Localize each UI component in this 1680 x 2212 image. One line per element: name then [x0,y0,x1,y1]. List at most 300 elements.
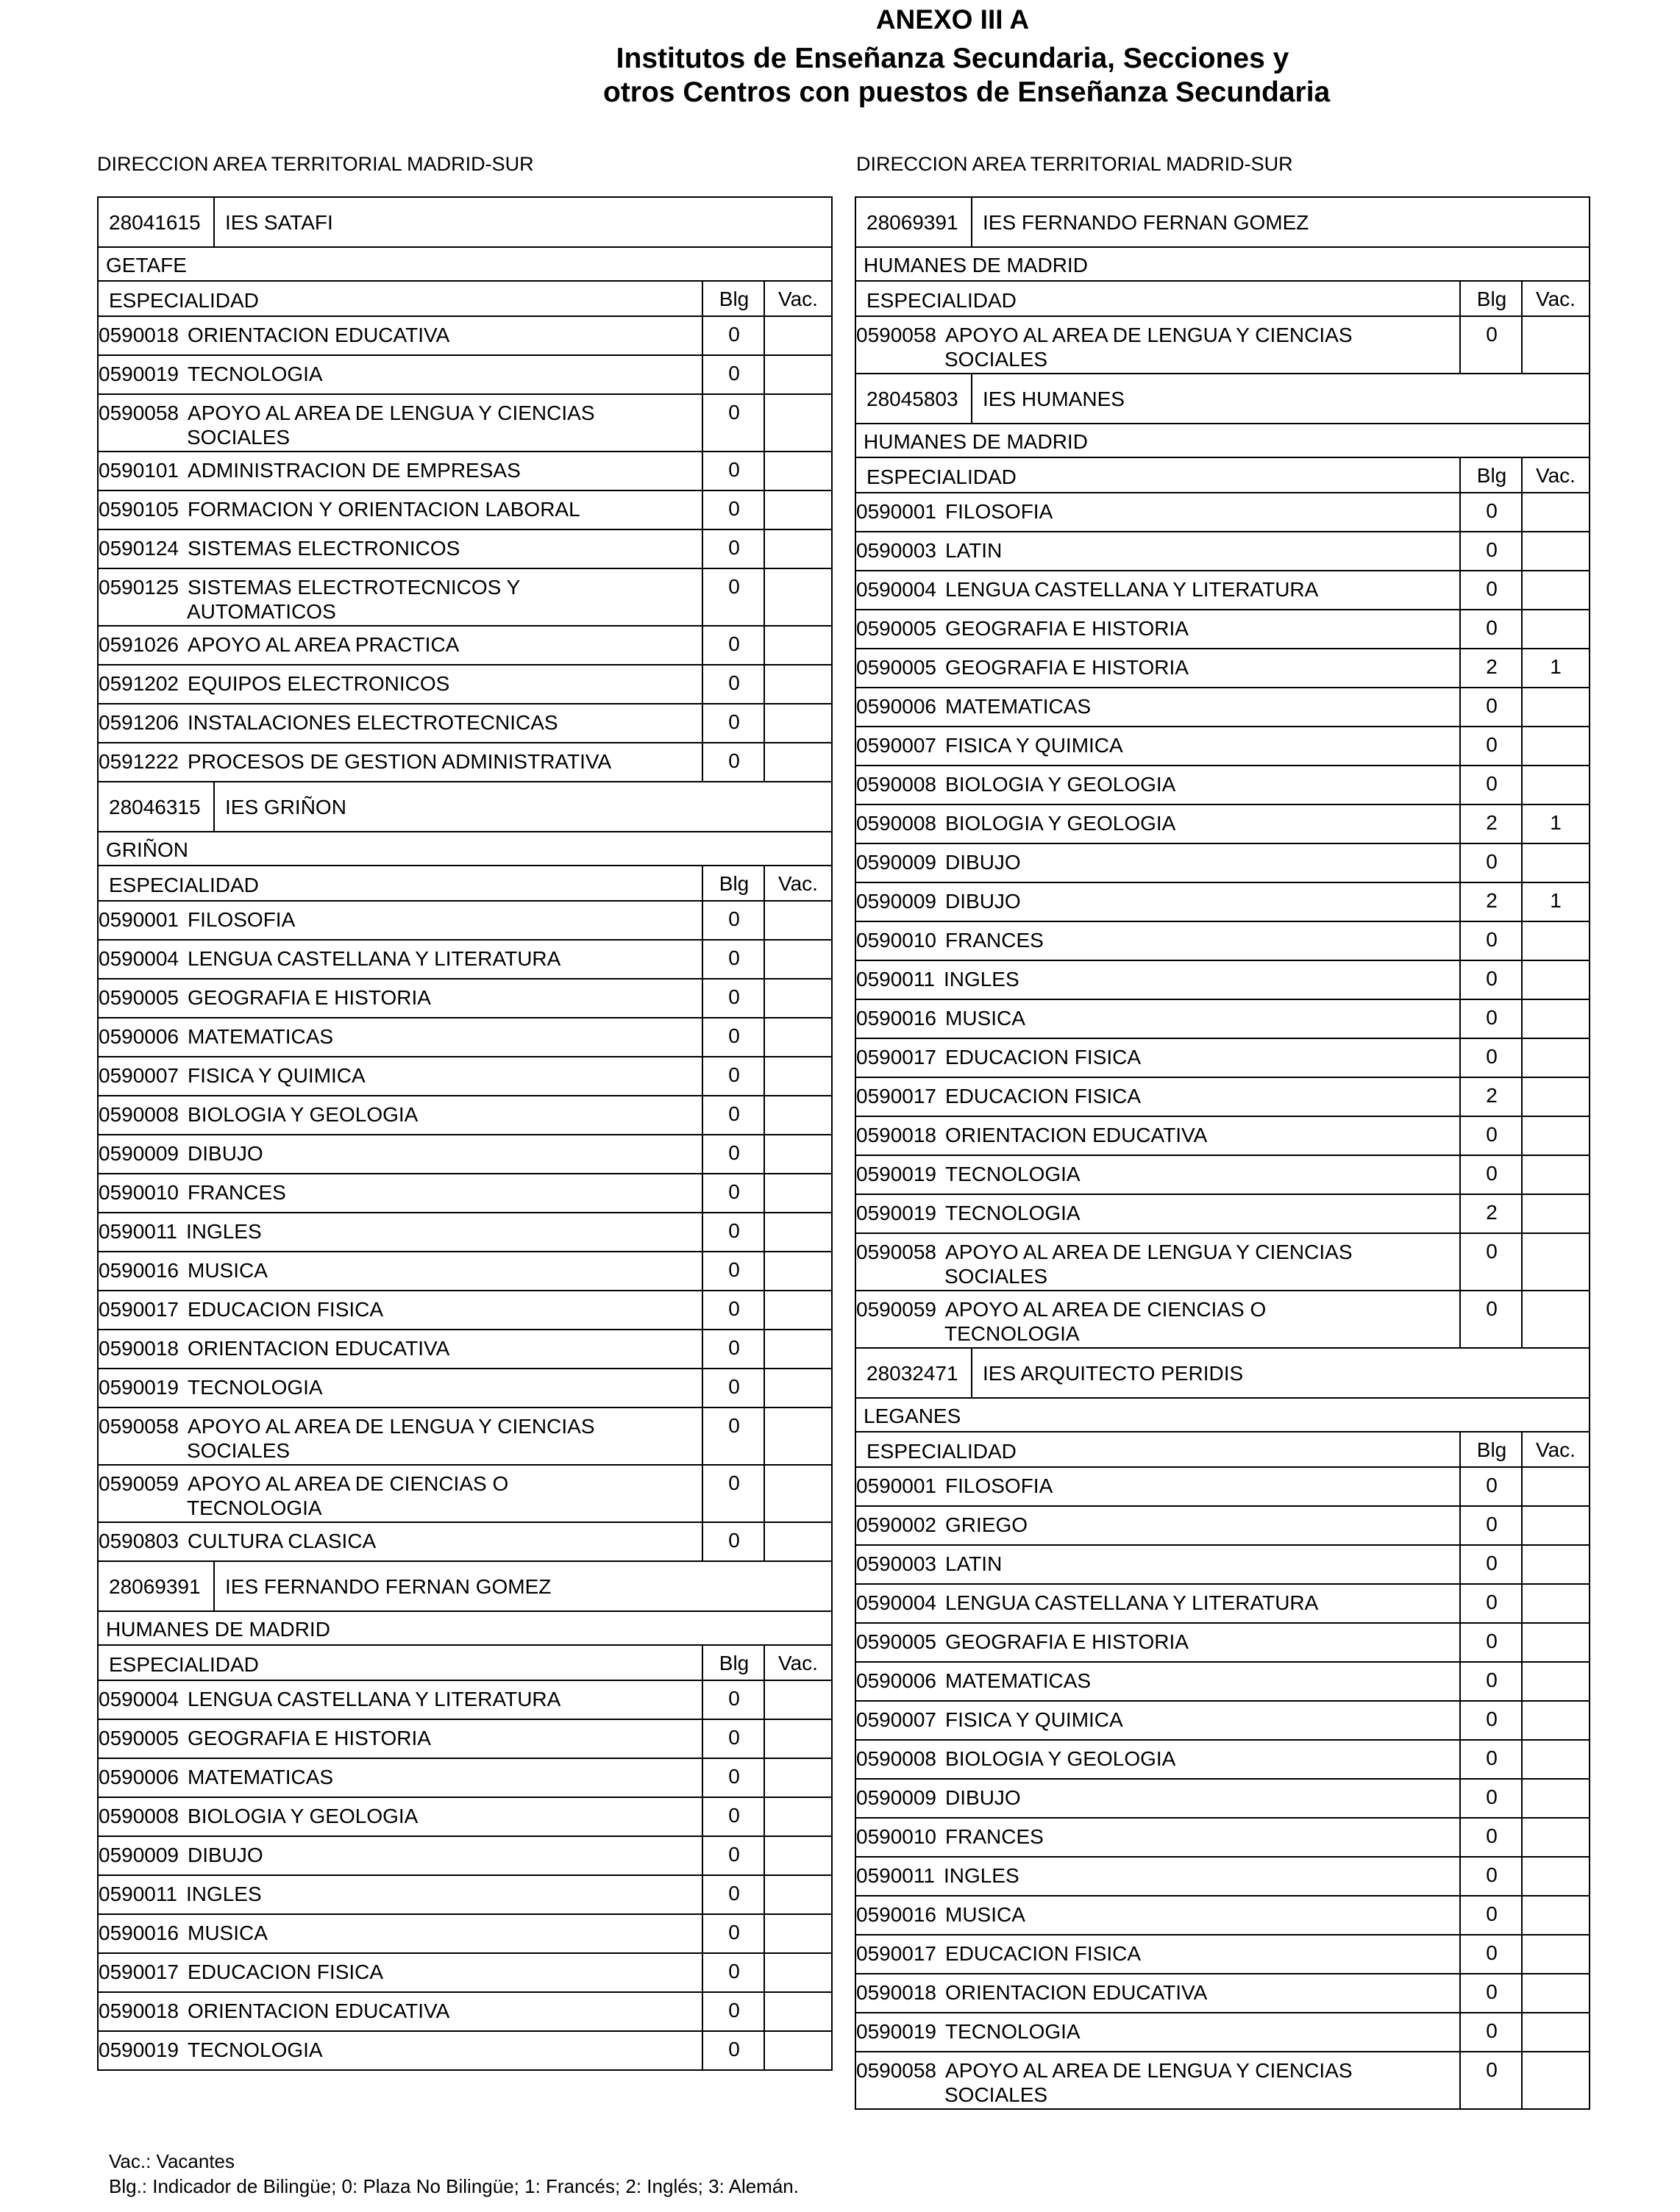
specialty-name: LATIN [945,1552,1003,1575]
specialty-code: 0591222 [99,750,179,773]
vac-value [1523,1858,1589,1863]
vac-cell [764,1174,831,1212]
blg-cell [1459,1156,1523,1194]
vac-cell [764,1759,831,1797]
specialty-name: MATEMATICAS [945,695,1092,718]
vac-cell [1521,1624,1589,1661]
vac-value [1523,727,1589,733]
blg-value: 0 [1486,2019,1498,2042]
vac-cell [1521,571,1589,609]
specialty-text [99,1102,418,1127]
specialty-code: 0590008 [99,1103,179,1126]
vac-cell [1521,1936,1589,1973]
vac-cell [1521,922,1589,960]
specialty-name: EDUCACION FISICA [945,1046,1142,1068]
specialty-name: INGLES [943,1864,1019,1887]
center-header [856,198,1589,248]
blg-value: 0 [728,1336,740,1359]
specialty-code: 0590017 [856,1046,937,1068]
specialty-code: 0590007 [856,1708,937,1731]
vac-cell [1521,1741,1589,1778]
vac-value [1523,1000,1589,1006]
specialty-text [856,1785,1021,1810]
vac-value [765,1466,831,1471]
table-row [856,1468,1589,1507]
vac-value [1523,1663,1589,1669]
vac-cell [1521,844,1589,882]
specialty-text [856,1902,1025,1927]
vac-header-label: Vac. [1536,288,1576,310]
specialty-name-cont: SOCIALES [187,1439,291,1462]
vac-cell [764,902,831,939]
vac-header [1521,458,1589,492]
specialty-code: 0590010 [99,1181,179,1204]
vac-value [1523,1624,1589,1630]
table-row [856,1156,1589,1195]
specialty-name: SISTEMAS ELECTROTECNICOS Y [188,576,521,599]
table-row [99,356,831,395]
vac-cell [764,1466,831,1521]
blg-cell [702,980,765,1017]
specialty-header: ESPECIALIDAD [109,289,259,312]
vac-value [765,980,831,985]
specialty-text [856,1591,1318,1615]
center-name: IES HUMANES [983,388,1125,410]
blg-value: 0 [1486,694,1498,717]
blg-value: 0 [728,401,740,424]
vac-header [764,866,831,900]
table-row [856,1702,1589,1741]
blg-value: 0 [1486,1045,1498,1068]
blg-value: 0 [728,458,740,481]
blg-header [702,866,765,900]
center-code: 28032471 [856,1349,972,1397]
specialty-name: ORIENTACION EDUCATIVA [945,1124,1208,1146]
blg-value: 0 [1486,967,1498,990]
vac-cell [764,317,831,354]
specialty-code: 0590124 [99,537,179,560]
specialty-code: 0590003 [856,1552,937,1575]
vac-cell [1521,1039,1589,1077]
blg-value: 0 [1486,1669,1498,1691]
specialty-name: APOYO AL AREA DE LENGUA Y CIENCIAS [945,2059,1353,2082]
vac-value [765,1681,831,1687]
specialty-name: TECNOLOGIA [945,1163,1081,1185]
specialty-code: 0590017 [99,1298,179,1321]
vac-cell [1521,317,1589,373]
specialty-text [99,632,459,657]
vac-cell [1521,1897,1589,1934]
specialty-code: 0590008 [99,1805,179,1827]
specialty-header: ESPECIALIDAD [109,874,259,896]
vac-value [1523,1117,1589,1123]
specialty-code: 0590006 [856,1669,937,1692]
blg-cell [702,569,765,625]
table-row [856,1039,1589,1078]
vac-cell [764,1681,831,1719]
blg-value: 0 [1486,2058,1498,2081]
vac-value [1523,1897,1589,1902]
specialty-text [856,1708,1123,1732]
specialty-text [856,1162,1081,1186]
specialty-text [99,1414,595,1463]
vac-value [765,1135,831,1141]
vac-cell [764,980,831,1017]
specialty-code: 0590019 [99,363,179,385]
blg-cell [702,627,765,664]
blg-cell [702,395,765,451]
blg-cell [1459,1974,1523,2012]
specialty-name: FRANCES [188,1181,286,1204]
specialty-code: 0590105 [99,498,179,521]
specialty-code: 0590011 [99,1883,177,1905]
specialty-text [99,362,323,386]
specialty-name: APOYO AL AREA PRACTICA [188,633,460,656]
vac-cell [764,1330,831,1368]
specialty-header: ESPECIALIDAD [109,1653,259,1676]
vac-value [1523,1156,1589,1162]
specialty-text [856,1123,1207,1147]
specialty-text [99,1024,333,1049]
blg-cell [702,2032,765,2069]
blg-value: 0 [728,1687,740,1710]
vac-cell [1521,1195,1589,1232]
blg-value: 0 [728,1726,740,1749]
blg-cell [1459,317,1523,373]
table-row [99,980,831,1018]
table-row [856,1741,1589,1780]
specialty-code: 0590058 [856,2059,937,2082]
specialty-code: 0591202 [99,672,179,695]
specialty-name: MATEMATICAS [945,1669,1092,1692]
blg-value: 0 [1486,1162,1498,1185]
table-row [99,1954,831,1993]
table-row [99,1915,831,1954]
table-row [856,317,1589,374]
specialty-text [99,1921,268,1945]
specialty-name-cont: AUTOMATICOS [187,600,336,623]
table-row [99,941,831,980]
specialty-text [856,616,1189,641]
vac-cell [764,530,831,568]
vac-value [765,569,831,575]
specialty-name: LENGUA CASTELLANA Y LITERATURA [188,947,561,970]
specialty-name: BIOLOGIA Y GEOLOGIA [188,1103,419,1126]
specialty-text [99,1258,268,1282]
table-row [99,1837,831,1876]
vac-cell [1521,688,1589,726]
legend-vacantes: Vac.: Vacantes [109,2150,235,2172]
center-name: IES ARQUITECTO PERIDIS [983,1362,1244,1385]
vac-value [1523,1819,1589,1824]
specialty-name: EDUCACION FISICA [945,1942,1142,1965]
blg-value: 0 [1486,577,1498,600]
table-row [856,883,1589,922]
center-code: 28045803 [856,374,972,423]
specialty-code: 0590008 [856,812,937,835]
specialty-name: PROCESOS DE GESTION ADMINISTRATIVA [188,750,612,773]
vac-value [1523,1702,1589,1708]
specialty-text [856,1863,1019,1888]
table-row [856,844,1589,883]
specialty-text [856,2019,1081,2044]
specialty-code: 0590018 [856,1124,937,1146]
specialty-code: 0590009 [856,890,937,913]
table-row [856,571,1589,610]
table-row [99,902,831,941]
specialty-text [856,772,1175,796]
blg-value: 0 [728,1804,740,1827]
specialty-text [856,577,1318,602]
vac-cell [764,1096,831,1134]
vac-value [1523,688,1589,694]
blg-cell [702,1993,765,2030]
blg-header-label: Blg [1476,464,1507,487]
vac-value [765,1018,831,1024]
specialty-code: 0590101 [99,459,179,482]
center-header [856,374,1589,424]
blg-cell [1459,2013,1523,2051]
specialty-name: MUSICA [945,1903,1025,1926]
specialty-name: APOYO AL AREA DE LENGUA Y CIENCIAS [945,324,1353,346]
specialty-text [99,1375,323,1399]
blg-cell [702,1018,765,1056]
specialty-name: FILOSOFIA [188,908,296,931]
blg-value: 0 [1486,1824,1498,1847]
table-row [99,1252,831,1291]
vac-cell [764,1837,831,1874]
blg-cell [702,1837,765,1874]
specialty-text [856,655,1189,679]
center-header [99,1562,831,1612]
specialty-text [856,1084,1141,1108]
specialty-code: 0590004 [99,1688,179,1710]
specialty-name: BIOLOGIA Y GEOLOGIA [188,1805,419,1827]
vac-value [1523,571,1589,577]
specialty-name: GEOGRAFIA E HISTORIA [945,656,1189,679]
town-label: LEGANES [856,1399,1589,1433]
vac-value [1523,1741,1589,1747]
specialty-code: 0590001 [99,908,179,931]
table-row [99,1213,831,1252]
blg-header [702,1646,765,1680]
vac-value [765,743,831,749]
blg-cell [1459,1234,1523,1290]
specialty-name: DIBUJO [945,890,1021,913]
vac-value [1523,1291,1589,1297]
blg-cell [1459,1897,1523,1934]
specialty-text [99,907,295,932]
blg-header [1459,458,1523,492]
blg-cell [702,1291,765,1329]
specialty-code: 0590017 [856,1085,937,1107]
blg-cell [1459,922,1523,960]
specialty-name: BIOLOGIA Y GEOLOGIA [945,812,1176,835]
blg-cell [1459,961,1523,999]
vac-value [1523,532,1589,538]
specialty-name: DIBUJO [945,851,1021,874]
blg-value: 2 [1486,889,1498,912]
blg-cell [1459,1741,1523,1778]
specialty-code: 0590019 [99,1376,179,1399]
specialty-text [99,1687,560,1711]
specialty-code: 0590001 [856,1474,937,1497]
blg-header-label: Blg [1476,1438,1507,1461]
vac-cell [1521,1117,1589,1155]
specialty-text [856,1513,1028,1537]
blg-value: 0 [728,1258,740,1281]
vac-cell [764,627,831,664]
table-row [856,766,1589,805]
blg-value: 0 [728,1375,740,1398]
vac-cell [1521,1234,1589,1290]
specialty-code: 0590005 [856,656,937,679]
specialty-code: 0590005 [99,1727,179,1749]
table-row [856,1858,1589,1897]
specialty-name: MATEMATICAS [188,1766,334,1788]
specialty-text [99,1999,449,2023]
blg-value: 0 [728,632,740,655]
blg-value: 0 [728,323,740,346]
vac-cell [764,491,831,529]
table-row [856,922,1589,961]
table-row [99,491,831,530]
town-label: GRIÑON [99,832,831,866]
specialty-text [856,1297,1266,1346]
vac-value [765,941,831,946]
table-row [856,2013,1589,2052]
blg-value: 0 [728,985,740,1008]
center-name: IES FERNANDO FERNAN GOMEZ [983,211,1309,234]
specialty-code: 0590016 [99,1922,179,1944]
specialty-text [856,1980,1207,2005]
blg-value: 0 [1486,616,1498,639]
vac-value [765,1759,831,1765]
specialty-code: 0590011 [99,1220,177,1243]
vac-value [765,1915,831,1921]
blg-cell [702,902,765,939]
vac-value [765,395,831,401]
specialty-text [99,536,460,560]
specialty-name: LATIN [945,539,1003,562]
specialty-code: 0590009 [99,1142,179,1165]
blg-value: 0 [728,1141,740,1164]
vac-cell [1521,1819,1589,1856]
blg-cell [1459,1546,1523,1583]
specialty-name: GEOGRAFIA E HISTORIA [945,1630,1189,1653]
specialty-code: 0590004 [99,947,179,970]
table-row [99,743,831,782]
specialty-code: 0590011 [856,1864,935,1887]
vac-value [765,1291,831,1297]
vac-value [1523,1507,1589,1513]
table-row [856,493,1589,532]
blg-cell [1459,1507,1523,1544]
specialty-name: FILOSOFIA [945,500,1053,523]
table-row [99,395,831,452]
specialty-name: MUSICA [945,1007,1025,1030]
specialty-text [99,401,595,449]
table-header [856,458,1589,493]
table-row [856,1000,1589,1039]
vac-value [765,1720,831,1726]
vac-cell [1521,1858,1589,1895]
blg-value: 0 [1486,1785,1498,1808]
center-name: IES GRIÑON [225,796,346,818]
specialty-code: 0590019 [856,1163,937,1185]
blg-cell [1459,2052,1523,2108]
blg-cell [1459,805,1523,843]
specialty-text [99,749,611,774]
blg-cell [1459,1078,1523,1116]
blg-value: 0 [1486,772,1498,795]
specialty-code: 0590016 [99,1259,179,1282]
specialty-code: 0590019 [856,2020,937,2043]
specialty-code: 0590018 [99,1337,179,1360]
town-label: HUMANES DE MADRID [856,424,1589,458]
vac-cell [1521,610,1589,648]
blg-value: 0 [728,1219,740,1242]
vac-value [765,1954,831,1960]
blg-value: 0 [728,907,740,930]
specialty-text [99,985,431,1010]
vac-value [1523,961,1589,967]
specialty-text [856,811,1175,835]
blg-header [702,282,765,315]
specialty-text [856,733,1123,757]
vac-cell [764,1213,831,1251]
specialty-name: INGLES [185,1220,262,1243]
specialty-code: 0590058 [856,1241,937,1263]
specialty-name: BIOLOGIA Y GEOLOGIA [945,1747,1176,1770]
vac-value [765,317,831,323]
blg-value: 0 [728,749,740,772]
specialty-name: GEOGRAFIA E HISTORIA [945,617,1189,640]
blg-value: 0 [728,710,740,733]
blg-cell [702,1876,765,1913]
vac-cell [1521,1702,1589,1739]
blg-value: 0 [1486,1552,1498,1574]
specialty-text [99,1765,333,1789]
specialty-text [99,1843,263,1867]
vac-value: 1 [1550,889,1562,912]
blg-cell [702,743,765,781]
vac-cell [1521,1078,1589,1116]
vac-cell [1521,1585,1589,1622]
vac-value [1523,1546,1589,1552]
specialty-code: 0590006 [99,1766,179,1788]
vac-cell [764,1523,831,1560]
vac-cell [764,1018,831,1056]
vac-value [1523,844,1589,850]
blg-value: 0 [728,1921,740,1944]
specialty-text [99,1141,263,1166]
blg-value: 0 [728,362,740,385]
blg-value: 0 [728,1063,740,1086]
blg-value: 0 [1486,499,1498,522]
blg-value: 0 [1486,1980,1498,2003]
vac-value [1523,2013,1589,2019]
vac-value [765,1096,831,1102]
vac-cell [764,1408,831,1464]
blg-cell [1459,1000,1523,1038]
vac-value [765,902,831,907]
blg-cell [1459,766,1523,804]
blg-value: 0 [1486,1240,1498,1263]
table-row [99,317,831,356]
vac-value [1523,493,1589,499]
blg-cell [702,1135,765,1173]
